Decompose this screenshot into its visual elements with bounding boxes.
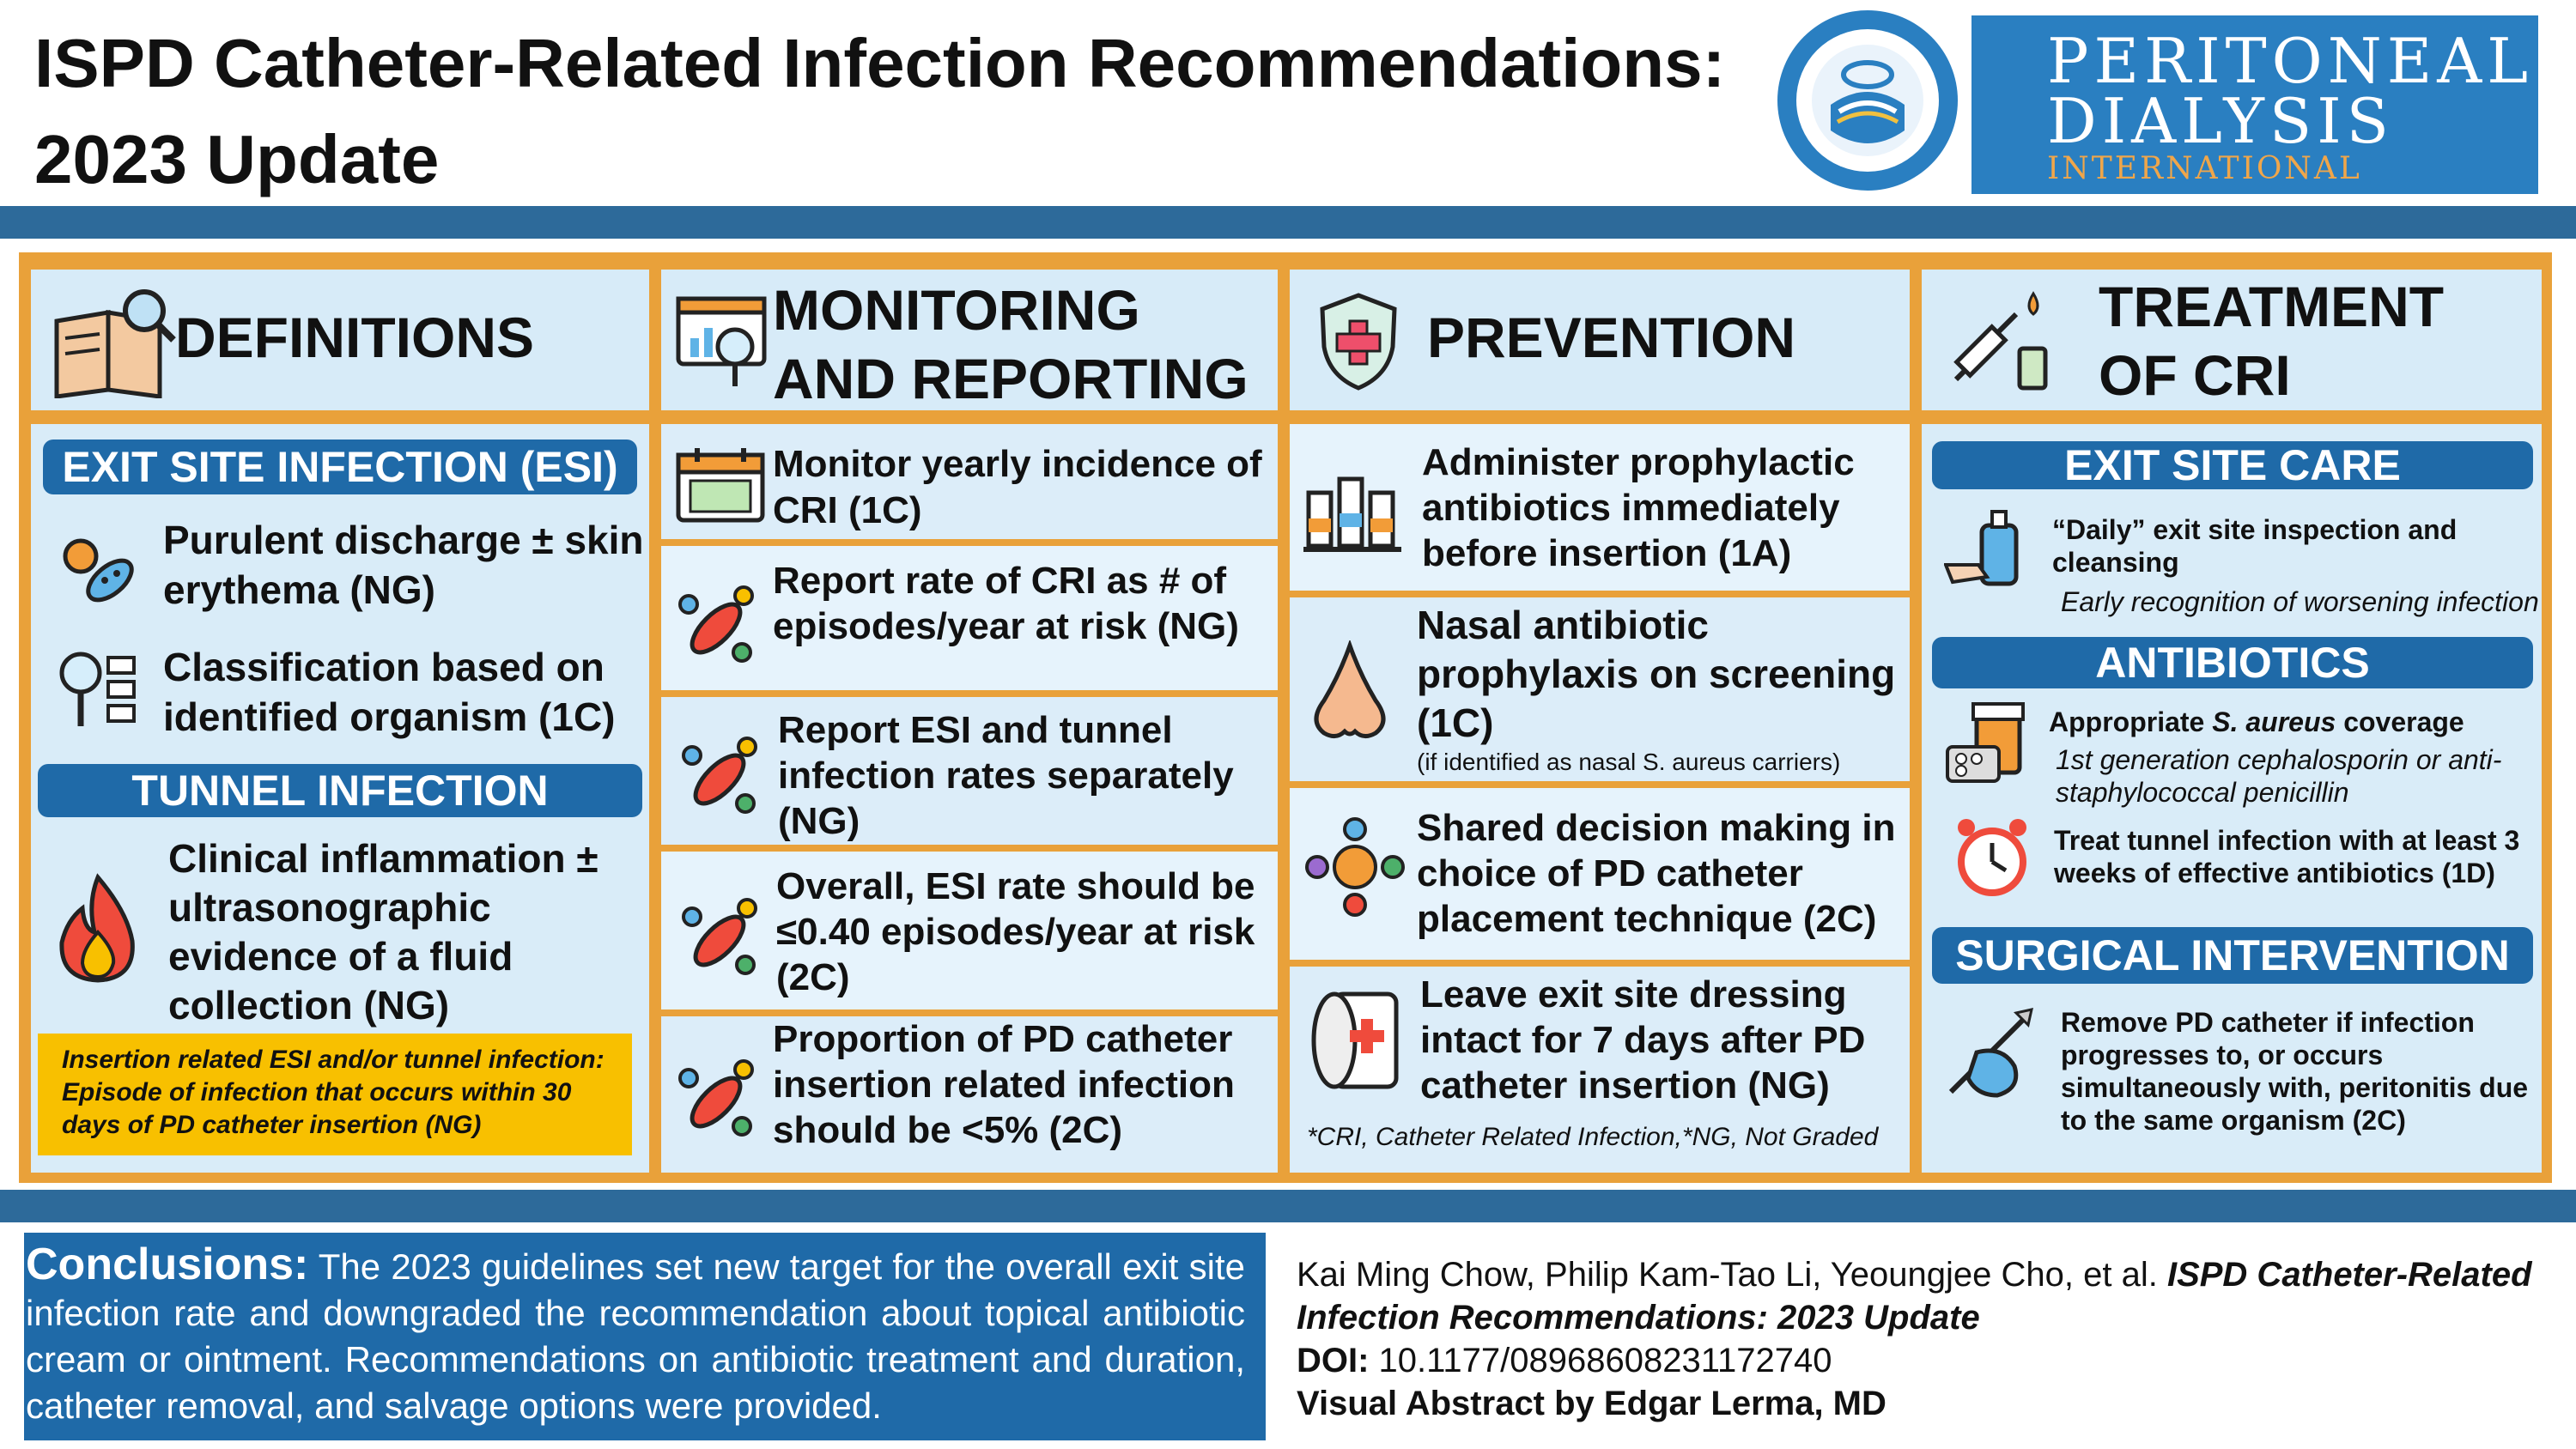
tunnel-title: TUNNEL INFECTION: [38, 764, 642, 817]
prevention-title: PREVENTION: [1427, 306, 1796, 369]
treatment-header: [1922, 270, 2542, 410]
prevention-nasal-note: (if identified as nasal S. aureus carriers): [1417, 749, 1841, 775]
fire-icon: [50, 872, 146, 984]
prevention-item-4: Leave exit site dressing intact for 7 days after PD catheter insertion (NG): [1420, 973, 1866, 1106]
journal-line-3: INTERNATIONAL: [2047, 151, 2362, 186]
abx-text-a: Appropriate: [2049, 706, 2213, 737]
insertion-note: Insertion related ESI and/or tunnel infection: Episode of infection that occurs within 30 days of PD catheter insertion (NG): [62, 1046, 605, 1139]
prevention-header: [1290, 270, 1910, 410]
definitions-header: [31, 270, 649, 410]
bacteria-cluster-icon: [677, 731, 762, 817]
bacteria-cluster-icon: [673, 580, 759, 666]
antibiotics-duration: Treat tunnel infection with at least 3 weeks of effective antibiotics (1D): [2054, 825, 2520, 888]
treatment-title-2: OF CRI: [2099, 343, 2291, 407]
hand-wash-icon: [1944, 505, 2030, 591]
conclusions-text: [26, 1241, 1245, 1429]
bacteria-cluster-icon: [673, 1054, 759, 1140]
shield-cross-icon: [1315, 290, 1401, 393]
prevention-item-3: Shared decision making in choice of PD catheter placement technique (2C): [1417, 807, 1896, 940]
monitoring-item-2: Report rate of CRI as # of episodes/year at risk (NG): [773, 560, 1239, 647]
alarm-clock-icon: [1949, 814, 2035, 900]
ispd-logo: [1777, 10, 1958, 191]
citation-authors: Kai Ming Chow, Philip Kam-Tao Li, Yeoungjee Cho, et al.: [1297, 1256, 2167, 1294]
title-line-1: ISPD Catheter-Related Infection Recommendations:: [34, 25, 1726, 101]
exit-site-care-sub: Early recognition of worsening infection: [2061, 586, 2539, 617]
citation-credit: Visual Abstract by Edgar Lerma, MD: [1297, 1385, 1886, 1422]
bacteria-icon: [55, 525, 141, 611]
antibiotics-sub: 1st generation cephalosporin or anti-staphylococcal penicillin: [2056, 744, 2502, 808]
monitoring-title-2: AND REPORTING: [773, 347, 1249, 410]
monitoring-title-1: MONITORING: [773, 278, 1140, 342]
monitor-chart-icon: [675, 295, 769, 390]
scalpel-hand-icon: [1942, 1006, 2037, 1100]
syringe-vial-icon: [1947, 288, 2050, 395]
prevention-item-2: Nasal antibiotic prophylaxis on screening (1C): [1417, 603, 1896, 745]
bottom-divider: [0, 1190, 2576, 1222]
monitoring-item-3: Report ESI and tunnel infection rates separately (NG): [778, 709, 1234, 842]
nose-icon: [1307, 640, 1393, 743]
pills-icon: [1942, 699, 2037, 788]
page-title: [34, 15, 1725, 208]
monitoring-item-1: Monitor yearly incidence of CRI (1C): [773, 443, 1262, 531]
conclusions-body: The 2023 guidelines set new target for the overall exit site infection rate and downgraded the recommendation about topical antibiotic cream or ointment. Recommendations on antibiotic treatment and duration, catheter removal, and salvage options were provided.: [26, 1246, 1245, 1426]
citation-doi[interactable]: 10.1177/08968608231172740: [1369, 1342, 1832, 1379]
antibiotics-coverage: [2049, 706, 2538, 738]
prevention-footnote: *CRI, Catheter Related Infection,*NG, Not Graded: [1307, 1123, 1879, 1151]
citation-title: ISPD Catheter-Related Infection Recommendations: 2023 Update: [1297, 1256, 2532, 1337]
tunnel-item: Clinical inflammation ± ultrasonographic evidence of a fluid collection (NG): [168, 836, 598, 1028]
surgical-intervention-title: SURGICAL INTERVENTION: [1932, 927, 2533, 984]
classification-icon: [55, 647, 141, 733]
esi-item-2: Classification based on identified organism (1C): [163, 645, 616, 739]
esi-item-1: Purulent discharge ± skin erythema (NG): [163, 518, 644, 612]
journal-line-2: DIALYSIS: [2047, 85, 2394, 157]
shared-decision-icon: [1305, 817, 1405, 917]
definitions-title: DEFINITIONS: [175, 306, 535, 369]
esi-title: EXIT SITE INFECTION (ESI): [43, 440, 637, 494]
vials-icon: [1302, 458, 1405, 553]
monitoring-header: [661, 270, 1278, 410]
top-divider: [0, 206, 2576, 239]
treatment-title-1: TREATMENT: [2099, 275, 2445, 338]
conclusions-label: Conclusions:: [26, 1240, 309, 1289]
journal-badge: [1971, 15, 2538, 194]
calendar-icon: [673, 445, 768, 525]
monitoring-item-5: Proportion of PD catheter insertion related infection should be <5% (2C): [773, 1018, 1235, 1151]
dressing-icon: [1309, 987, 1403, 1094]
citation: [1297, 1253, 2559, 1425]
surgical-intervention-text: Remove PD catheter if infection progresses to, or occurs simultaneously with, peritonitis due to the same organism (2C): [2061, 1007, 2529, 1136]
bacteria-cluster-icon: [677, 893, 762, 979]
ispd-logo-emblem-icon: [1777, 10, 1958, 191]
citation-doi-label: DOI:: [1297, 1342, 1370, 1379]
prevention-item-1: Administer prophylactic antibiotics immediately before insertion (1A): [1422, 441, 1855, 574]
exit-site-care-title: EXIT SITE CARE: [1932, 441, 2533, 489]
book-magnifier-icon: [48, 287, 177, 398]
exit-site-care-text: “Daily” exit site inspection and cleansing: [2052, 514, 2458, 578]
antibiotics-title: ANTIBIOTICS: [1932, 637, 2533, 688]
monitoring-item-4: Overall, ESI rate should be ≤0.40 episodes/year at risk (2C): [776, 865, 1255, 998]
title-line-2: 2023 Update: [34, 121, 440, 197]
journal-line-1: PERITONEAL: [2047, 25, 2534, 97]
abx-text-b: S. aureus: [2212, 706, 2336, 737]
abx-text-c: coverage: [2336, 706, 2464, 737]
